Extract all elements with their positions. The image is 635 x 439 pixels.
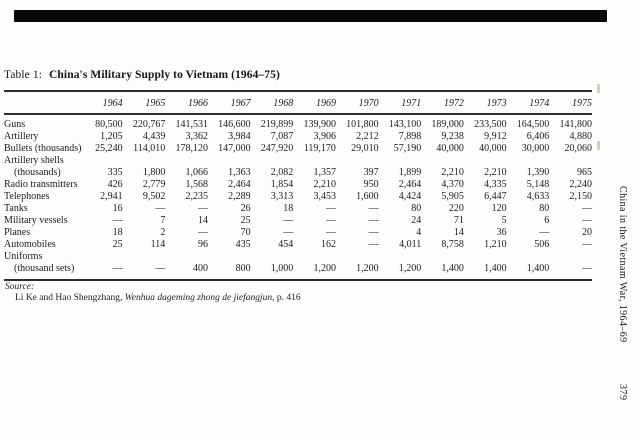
row-label: Tanks (4, 203, 28, 214)
table-cell: — (325, 215, 336, 226)
year-column-header: 1965 (123, 91, 166, 114)
table-cell: 141,800 (559, 119, 592, 130)
table-row (4, 131, 592, 143)
table-caption (4, 69, 280, 81)
military-supply-table (4, 90, 592, 281)
table-cell: 4,335 (484, 179, 507, 190)
table-cell: 3,906 (313, 131, 336, 142)
table-cell (507, 155, 550, 167)
table-cell: 2,210 (313, 179, 336, 190)
row-label: Telephones (4, 191, 50, 202)
table-cell: 25 (112, 239, 123, 250)
table-cell (293, 155, 336, 167)
table-cell (549, 155, 592, 167)
table-cell: 8,758 (441, 239, 464, 250)
table-cell: 80 (539, 203, 550, 214)
table-cell: 2,464 (228, 179, 251, 190)
year-column-header: 1966 (165, 91, 208, 114)
table-cell (421, 155, 464, 167)
table-cell (293, 251, 336, 263)
table-cell: 6 (544, 215, 550, 226)
table-cell: 2,210 (441, 167, 464, 178)
table-cell: — (325, 227, 336, 238)
table-cell: 3,313 (270, 191, 294, 202)
table-cell (165, 251, 208, 263)
year-column-header: 1970 (336, 91, 379, 114)
table-cell: 147,000 (218, 143, 251, 154)
row-label: (thousand sets) (14, 263, 75, 274)
table-row (4, 239, 592, 251)
table-cell: 233,500 (474, 119, 507, 130)
table-cell: 5,905 (441, 191, 464, 202)
table-cell: 25,240 (95, 143, 123, 154)
table-cell: 9,502 (142, 191, 166, 202)
table-cell: 1,400 (441, 263, 464, 274)
table-cell: — (582, 239, 592, 250)
table-cell (336, 251, 379, 263)
table-cell: 1,000 (270, 263, 294, 274)
table-cell: 1,210 (484, 239, 507, 250)
table-cell: 1,066 (185, 167, 208, 178)
table-row (4, 227, 592, 239)
table-cell: 141,531 (175, 119, 208, 130)
table-cell: 40,000 (436, 143, 464, 154)
row-label: Bullets (thousands) (4, 143, 82, 154)
table-cell: — (368, 239, 379, 250)
table-row (4, 251, 592, 263)
year-header-row (4, 91, 592, 114)
table-cell: 1,400 (526, 263, 550, 274)
year-column-header: 1971 (379, 91, 422, 114)
table-cell: 4,424 (398, 191, 422, 202)
table-cell: 7 (160, 215, 166, 226)
table-row (4, 215, 592, 227)
table-cell: 1,400 (484, 263, 507, 274)
table-cell (123, 251, 166, 263)
table-cell: 178,120 (175, 143, 208, 154)
year-column-header: 1973 (464, 91, 507, 114)
table-cell: 119,170 (303, 143, 336, 154)
table-cell: 146,600 (218, 119, 251, 130)
table-cell: 80,500 (95, 119, 123, 130)
table-cell: 114 (150, 239, 166, 250)
table-cell: — (539, 227, 550, 238)
table-cell (421, 251, 464, 263)
table-cell (208, 155, 251, 167)
table-caption-label: Table 1: (4, 69, 42, 81)
table-cell: 20 (582, 227, 592, 238)
row-label-header (4, 91, 80, 114)
table-cell (507, 251, 550, 263)
row-label: (thousands) (14, 167, 61, 178)
table-cell: 3,984 (228, 131, 251, 142)
table-cell: 219,899 (260, 119, 294, 130)
table-row (4, 263, 592, 280)
source-citation-page: , p. 416 (272, 293, 301, 303)
table-cell: — (283, 227, 294, 238)
table-cell: 6,447 (484, 191, 507, 202)
table-cell (80, 155, 123, 167)
table-cell: 2 (160, 227, 166, 238)
table-cell: 143,100 (388, 119, 422, 130)
table-cell: 30,000 (521, 143, 550, 154)
table-cell: 454 (278, 239, 294, 250)
scan-speck (597, 84, 600, 93)
row-label: Planes (4, 227, 31, 238)
table-cell: 2,240 (569, 179, 592, 190)
table-cell: — (155, 263, 166, 274)
row-label: Uniforms (4, 251, 43, 262)
table-cell (123, 155, 166, 167)
table-cell: 1,205 (100, 131, 123, 142)
source-citation-authors: Li Ke and Hao Shengzhang, (15, 293, 125, 303)
table-cell: 70 (240, 227, 251, 238)
table-cell: 4,633 (526, 191, 550, 202)
table-cell: 120 (491, 203, 507, 214)
table-cell: — (582, 263, 592, 274)
table-cell: 2,464 (398, 179, 422, 190)
table-body (4, 114, 592, 280)
table-cell: 1,390 (526, 167, 550, 178)
row-label: Military vessels (4, 215, 68, 226)
table-cell: — (325, 203, 336, 214)
table-cell: 96 (197, 239, 208, 250)
table-cell: 2,235 (185, 191, 208, 202)
table-cell: 40,000 (479, 143, 507, 154)
table-cell: 4 (416, 227, 422, 238)
table-cell (251, 155, 294, 167)
source-citation-book-title: Wenhua dageming zhong de jiefangjun (124, 293, 273, 303)
table-cell: 2,289 (228, 191, 251, 202)
table-cell: — (197, 203, 208, 214)
table-cell (251, 251, 294, 263)
running-header-vertical: China in the Vietnam War, 1964–69 (617, 186, 628, 343)
table-cell: 506 (534, 239, 550, 250)
table-cell (379, 155, 422, 167)
table-cell: 20,060 (564, 143, 592, 154)
table-cell: — (582, 203, 592, 214)
table-cell: — (582, 215, 592, 226)
table-caption-title: China's Military Supply to Vietnam (1964–75) (49, 69, 280, 81)
table-cell (80, 251, 123, 263)
table-cell: 18 (283, 203, 294, 214)
table-cell: — (283, 215, 294, 226)
table-cell (549, 251, 592, 263)
table-row (4, 143, 592, 155)
table-cell: 14 (197, 215, 208, 226)
table-row (4, 155, 592, 167)
table-cell: 2,210 (484, 167, 507, 178)
table-cell: 220 (448, 203, 464, 214)
table-cell: 7,087 (270, 131, 294, 142)
table-cell: 1,200 (398, 263, 422, 274)
table-cell: 9,238 (441, 131, 464, 142)
page-number: 379 (617, 384, 628, 401)
table-cell (464, 155, 507, 167)
table-cell: 26 (240, 203, 251, 214)
row-label: Guns (4, 119, 26, 130)
table-cell: 189,000 (431, 119, 464, 130)
table-cell: 2,779 (142, 179, 166, 190)
row-label: Artillery shells (4, 155, 64, 166)
table-cell: 5,148 (526, 179, 550, 190)
year-column-header: 1974 (507, 91, 550, 114)
table-cell: 1,854 (270, 179, 294, 190)
table-cell: — (112, 263, 123, 274)
scan-speck (597, 141, 600, 150)
table-cell: 80 (411, 203, 422, 214)
source-citation (15, 293, 301, 303)
table-cell: 1,200 (313, 263, 336, 274)
table-cell (208, 251, 251, 263)
table-cell (336, 155, 379, 167)
table-cell: 1,600 (356, 191, 379, 202)
table-cell: — (368, 203, 379, 214)
table-cell: 3,362 (185, 131, 208, 142)
table-cell: 800 (235, 263, 251, 274)
table-cell: 16 (112, 203, 123, 214)
year-column-header: 1972 (421, 91, 464, 114)
table-cell: 4,011 (399, 239, 422, 250)
table-cell: 5 (501, 215, 507, 226)
table-cell: 426 (107, 179, 123, 190)
table-cell: 247,920 (260, 143, 294, 154)
row-label: Automobiles (4, 239, 56, 250)
table-cell: 24 (411, 215, 422, 226)
table-cell: 2,150 (569, 191, 592, 202)
table-cell: 114,010 (133, 143, 166, 154)
table-cell: 6,406 (526, 131, 550, 142)
table-cell: 2,212 (356, 131, 379, 142)
table-cell: 220,767 (132, 119, 166, 130)
table-cell: 71 (453, 215, 464, 226)
table-cell: 435 (235, 239, 251, 250)
table-cell: 950 (363, 179, 379, 190)
table-cell: 2,082 (270, 167, 294, 178)
year-column-header: 1975 (549, 91, 592, 114)
table-cell: 1,568 (185, 179, 208, 190)
table-cell: 4,439 (142, 131, 166, 142)
row-label: Radio transmitters (4, 179, 78, 190)
table-cell: 400 (192, 263, 208, 274)
source-label: Source: (5, 282, 35, 292)
table-cell (379, 251, 422, 263)
table-cell (165, 155, 208, 167)
table-cell: 162 (320, 239, 336, 250)
table-cell: 1,363 (228, 167, 251, 178)
table-cell: 36 (496, 227, 507, 238)
year-column-header: 1968 (251, 91, 294, 114)
table-row (4, 179, 592, 191)
table-row (4, 191, 592, 203)
table-row (4, 203, 592, 215)
year-column-header: 1964 (80, 91, 123, 114)
table-row (4, 114, 592, 131)
table-cell: — (368, 227, 379, 238)
table-cell: — (368, 215, 379, 226)
table-cell: 965 (577, 167, 592, 178)
table-cell: 2,941 (100, 191, 123, 202)
table-cell (464, 251, 507, 263)
table-cell: 9,912 (484, 131, 507, 142)
table-cell: 25 (240, 215, 251, 226)
table-cell: 164,500 (516, 119, 550, 130)
year-column-header: 1967 (208, 91, 251, 114)
table-cell: 1,800 (142, 167, 166, 178)
table-cell: 397 (363, 167, 379, 178)
table-cell: — (197, 227, 208, 238)
table-cell: — (112, 215, 123, 226)
scan-artifact-bar (14, 10, 607, 22)
table-cell: 1,899 (398, 167, 422, 178)
table-cell: 335 (107, 167, 123, 178)
table-cell: 139,900 (303, 119, 336, 130)
table-cell: 1,357 (313, 167, 336, 178)
table-row (4, 167, 592, 179)
table-cell: — (155, 203, 166, 214)
table-cell: 4,880 (569, 131, 592, 142)
table-cell: 4,370 (441, 179, 464, 190)
table-cell: 1,200 (356, 263, 379, 274)
table-cell: 101,800 (346, 119, 379, 130)
year-column-header: 1969 (293, 91, 336, 114)
table-cell: 7,898 (398, 131, 422, 142)
row-label: Artillery (4, 131, 39, 142)
table-cell: 14 (453, 227, 464, 238)
table-cell: 3,453 (313, 191, 336, 202)
table-cell: 18 (112, 227, 123, 238)
table-cell: 57,190 (393, 143, 422, 154)
table-cell: 29,010 (351, 143, 379, 154)
